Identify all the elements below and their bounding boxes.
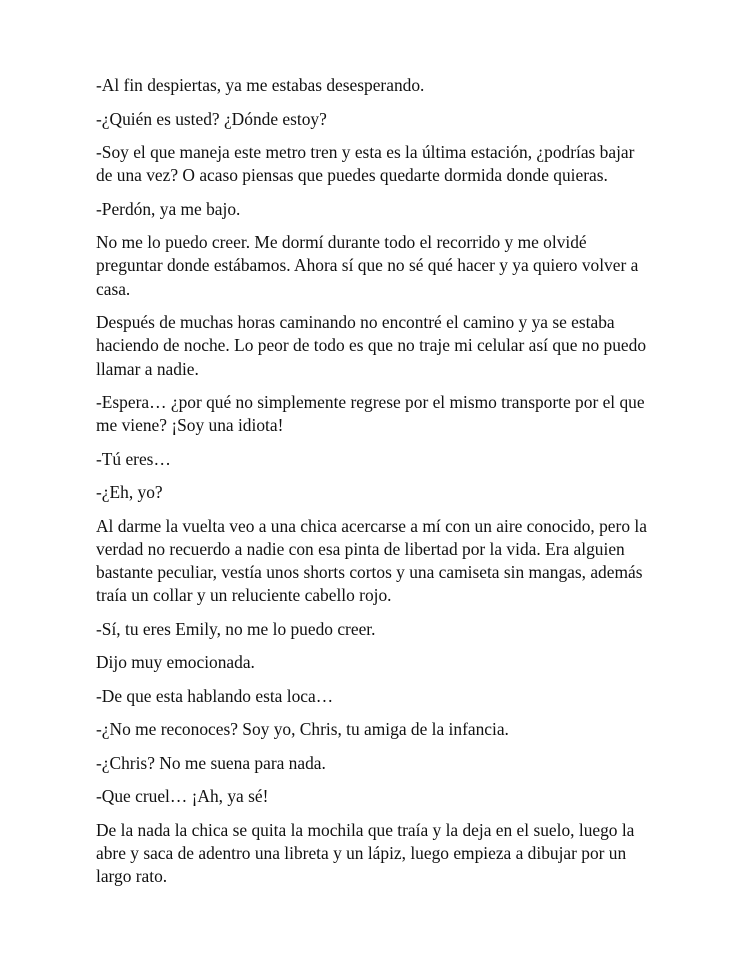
paragraph: Dijo muy emocionada. xyxy=(96,652,255,673)
paragraph: -¿Quién es usted? ¿Dónde estoy? xyxy=(96,108,327,129)
paragraph: -De que esta hablando esta loca… xyxy=(96,685,334,706)
paragraph: Después de muchas horas caminando no encontré el camino y ya se estaba haciendo de noche. Lo peor de todo es que no traje mi celular así que no puedo llamar a nadie. xyxy=(96,312,647,379)
paragraph: -Que cruel… ¡Ah, ya sé! xyxy=(96,786,269,807)
paragraph: -¿Eh, yo? xyxy=(96,482,163,503)
paragraph: Al darme la vuelta veo a una chica acercarse a mí con un aire conocido, pero la verdad no recuerdo a nadie con esa pinta de libertad por la vida. Era alguien bastante peculiar, vestía unos shorts cortos y una camiseta sin mangas, además traía un collar y un reluciente cabello rojo. xyxy=(96,515,647,606)
paragraph: De la nada la chica se quita la mochila que traía y la deja en el suelo, luego la abre y saca de adentro una libreta y un lápiz, luego empieza a dibujar por un largo rato. xyxy=(96,819,635,887)
paragraph: -¿Chris? No me suena para nada. xyxy=(96,752,326,773)
document-body xyxy=(96,74,648,899)
paragraph: -Soy el que maneja este metro tren y esta es la última estación, ¿podrías bajar de una vez? O acaso piensas que puedes quedarte dormida donde quieras. xyxy=(96,142,635,186)
paragraph: -Espera… ¿por qué no simplemente regrese por el mismo transporte por el que me viene? ¡Soy una idiota! xyxy=(96,392,645,436)
paragraph: No me lo puedo creer. Me dormí durante todo el recorrido y me olvidé preguntar donde estábamos. Ahora sí que no sé qué hacer y ya quiero volver a casa. xyxy=(96,232,639,299)
paragraph: -¿No me reconoces? Soy yo, Chris, tu amiga de la infancia. xyxy=(96,719,509,740)
paragraph: -Perdón, ya me bajo. xyxy=(96,198,241,219)
paragraph: -Tú eres… xyxy=(96,448,171,469)
paragraph: -Al fin despiertas, ya me estabas desesperando. xyxy=(96,75,425,95)
paragraph: -Sí, tu eres Emily, no me lo puedo creer. xyxy=(96,618,376,639)
